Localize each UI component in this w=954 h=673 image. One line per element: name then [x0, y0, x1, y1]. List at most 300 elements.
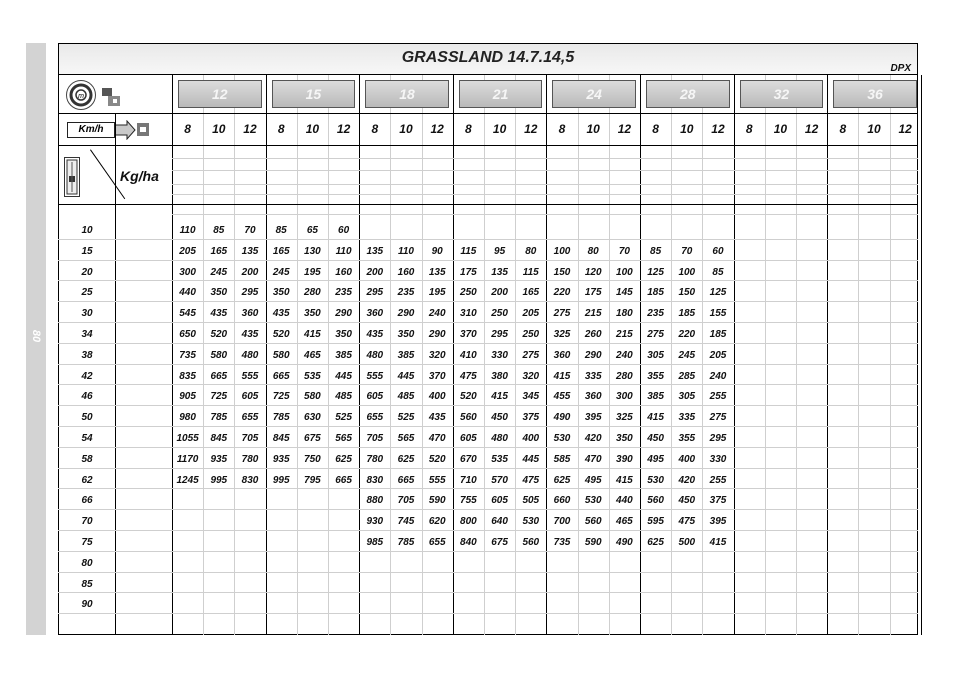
svg-text:m: m — [78, 93, 84, 100]
table-cell: 580 — [304, 391, 321, 403]
table-cell: 325 — [553, 329, 571, 340]
table-cell: 390 — [616, 453, 633, 465]
group-header-28: 28 — [646, 80, 730, 108]
speed-header: 10 — [305, 122, 320, 136]
table-cell: 880 — [366, 495, 384, 507]
speed-header: 8 — [277, 122, 285, 136]
table-cell: 800 — [460, 516, 477, 528]
table-cell: 360 — [241, 308, 259, 320]
table-cell: 165 — [522, 287, 540, 299]
row-divider — [172, 184, 918, 185]
table-cell: 505 — [522, 495, 540, 507]
table-cell: 295 — [366, 287, 384, 299]
table-cell: 275 — [709, 412, 727, 424]
table-cell: 420 — [678, 474, 696, 486]
group-header-12: 12 — [178, 80, 262, 108]
table-cell: 95 — [494, 245, 506, 257]
table-cell: 735 — [553, 537, 571, 548]
table-cell: 435 — [366, 329, 384, 340]
table-cell: 420 — [584, 433, 602, 444]
table-cell: 445 — [335, 370, 352, 382]
table-cell: 260 — [584, 329, 602, 340]
table-cell: 465 — [616, 516, 633, 528]
table-cell: 625 — [397, 453, 415, 465]
speed-header: 10 — [773, 122, 788, 136]
table-cell: 630 — [304, 412, 321, 424]
table-cell: 440 — [179, 287, 196, 299]
table-cell: 435 — [272, 308, 290, 320]
table-cell: 80 — [525, 245, 537, 257]
table-cell: 935 — [210, 453, 228, 465]
table-cell: 485 — [397, 391, 415, 403]
speed-header: 8 — [184, 122, 191, 136]
table-cell: 905 — [179, 391, 196, 403]
table-cell: 700 — [553, 516, 571, 528]
table-cell: 145 — [616, 287, 633, 299]
table-cell: 475 — [522, 474, 540, 486]
table-cell: 335 — [584, 370, 602, 382]
speed-header: 12 — [898, 122, 912, 136]
table-cell: 415 — [304, 329, 321, 340]
table-cell: 160 — [397, 266, 415, 278]
table-cell: 295 — [709, 433, 727, 444]
row-label-38: 38 — [81, 349, 93, 361]
table-cell: 480 — [491, 433, 508, 444]
speed-header: 12 — [711, 122, 725, 136]
table-cell: 435 — [210, 308, 228, 320]
table-cell: 595 — [647, 516, 664, 528]
table-cell: 100 — [616, 266, 633, 278]
table-cell: 525 — [335, 412, 352, 424]
table-cell: 500 — [678, 537, 696, 548]
table-cell: 580 — [210, 349, 228, 361]
table-cell: 415 — [647, 412, 664, 424]
table-cell: 380 — [491, 370, 508, 382]
table-cell: 435 — [428, 412, 446, 424]
table-cell: 705 — [397, 495, 415, 507]
table-cell: 560 — [522, 537, 540, 548]
table-cell: 85 — [275, 225, 287, 236]
table-cell: 585 — [553, 453, 571, 465]
row-label-20: 20 — [81, 266, 93, 278]
table-cell: 445 — [522, 453, 540, 465]
table-cell: 275 — [522, 349, 540, 361]
speed-header: 8 — [652, 122, 659, 136]
table-cell: 285 — [678, 370, 696, 382]
table-cell: 475 — [460, 370, 477, 382]
table-cell: 780 — [366, 453, 384, 465]
table-cell: 200 — [491, 287, 508, 299]
table-cell: 115 — [522, 266, 539, 278]
table-cell: 1170 — [176, 453, 199, 465]
rate-unit-label: Kg/ha — [120, 168, 159, 184]
table-cell: 785 — [210, 412, 228, 424]
table-cell: 755 — [460, 495, 477, 507]
table-cell: 490 — [553, 412, 571, 424]
table-cell: 710 — [460, 474, 477, 486]
table-cell: 535 — [491, 453, 508, 465]
table-cell: 290 — [397, 308, 415, 320]
row-label-42: 42 — [81, 370, 93, 382]
table-cell: 400 — [678, 453, 696, 465]
table-cell: 240 — [616, 349, 633, 361]
table-cell: 480 — [241, 349, 259, 361]
table-cell: 605 — [241, 391, 259, 403]
table-cell: 450 — [678, 495, 696, 507]
speed-header: 10 — [399, 122, 413, 136]
table-cell: 135 — [491, 266, 508, 278]
table-cell: 345 — [522, 391, 540, 403]
row-label-85: 85 — [81, 578, 93, 590]
table-cell: 375 — [522, 412, 540, 424]
speed-header: 12 — [617, 122, 632, 136]
table-cell: 295 — [491, 329, 508, 340]
table-cell: 85 — [712, 266, 724, 278]
table-cell: 520 — [210, 329, 228, 340]
table-cell: 555 — [428, 474, 446, 486]
table-cell: 115 — [460, 245, 477, 257]
row-label-70: 70 — [81, 516, 93, 528]
table-cell: 845 — [272, 433, 290, 444]
row-divider — [172, 214, 918, 215]
table-cell: 455 — [553, 391, 571, 403]
table-cell: 570 — [491, 474, 508, 486]
table-cell: 70 — [681, 245, 693, 257]
table-cell: 205 — [709, 349, 727, 361]
table-cell: 360 — [553, 349, 571, 361]
table-cell: 325 — [616, 412, 633, 424]
table-cell: 350 — [397, 329, 415, 340]
table-cell: 410 — [460, 349, 477, 361]
table-cell: 255 — [709, 391, 727, 403]
table-cell: 100 — [678, 266, 696, 278]
table-cell: 530 — [522, 516, 540, 528]
table-cell: 485 — [335, 391, 352, 403]
table-cell: 290 — [584, 349, 602, 361]
table-cell: 350 — [210, 287, 228, 299]
table-cell: 320 — [522, 370, 540, 382]
table-cell: 590 — [584, 537, 602, 548]
settings-gear-icon — [66, 80, 96, 110]
table-cell: 375 — [709, 495, 727, 507]
table-cell: 450 — [491, 412, 508, 424]
table-cell: 250 — [491, 308, 508, 320]
table-cell: 620 — [428, 516, 446, 528]
table-cell: 625 — [647, 537, 664, 548]
table-cell: 490 — [616, 537, 633, 548]
table-cell: 280 — [616, 370, 633, 382]
table-cell: 535 — [304, 370, 321, 382]
table-cell: 845 — [210, 433, 228, 444]
table-cell: 475 — [678, 516, 696, 528]
table-cell: 220 — [553, 287, 571, 299]
table-cell: 830 — [366, 474, 384, 486]
row-divider — [58, 592, 918, 593]
table-cell: 110 — [335, 245, 352, 257]
table-cell: 165 — [272, 245, 290, 257]
table-cell: 350 — [616, 433, 633, 444]
table-cell: 415 — [616, 474, 633, 486]
table-cell: 745 — [397, 516, 415, 528]
row-divider — [172, 194, 918, 195]
row-label-54: 54 — [81, 433, 93, 444]
table-cell: 560 — [584, 516, 602, 528]
table-cell: 665 — [210, 370, 228, 382]
table-cell: 785 — [272, 412, 290, 424]
table-cell: 305 — [678, 391, 696, 403]
table-cell: 175 — [584, 287, 602, 299]
table-cell: 605 — [460, 433, 477, 444]
table-cell: 125 — [709, 287, 727, 299]
table-cell: 175 — [460, 266, 477, 278]
table-cell: 205 — [179, 245, 196, 257]
speed-unit-label: Km/h — [67, 122, 115, 138]
table-cell: 590 — [428, 495, 446, 507]
table-cell: 650 — [179, 329, 196, 340]
table-cell: 415 — [709, 537, 727, 548]
table-cell: 665 — [272, 370, 290, 382]
speed-header: 10 — [492, 122, 507, 136]
table-cell: 560 — [647, 495, 664, 507]
table-cell: 415 — [553, 370, 571, 382]
table-cell: 400 — [522, 433, 540, 444]
table-cell: 90 — [431, 245, 443, 257]
table-cell: 395 — [584, 412, 602, 424]
speed-header: 10 — [586, 122, 600, 136]
table-cell: 465 — [304, 349, 321, 361]
table-cell: 605 — [491, 495, 508, 507]
table-cell: 310 — [460, 308, 477, 320]
table-cell: 935 — [272, 453, 290, 465]
table-cell: 660 — [553, 495, 571, 507]
table-cell: 330 — [491, 349, 508, 361]
table-cell: 135 — [428, 266, 446, 278]
speed-header: 8 — [745, 122, 753, 136]
group-header-36: 36 — [833, 80, 917, 108]
row-label-62: 62 — [81, 474, 93, 486]
table-cell: 370 — [460, 329, 477, 340]
header-line — [58, 145, 918, 146]
table-cell: 605 — [366, 391, 384, 403]
table-cell: 235 — [335, 287, 352, 299]
table-cell: 655 — [428, 537, 446, 548]
table-cell: 725 — [210, 391, 228, 403]
table-cell: 350 — [304, 308, 321, 320]
table-cell: 785 — [397, 537, 415, 548]
table-cell: 65 — [306, 225, 318, 236]
table-cell: 200 — [366, 266, 384, 278]
table-cell: 565 — [397, 433, 415, 444]
table-cell: 335 — [678, 412, 696, 424]
table-cell: 360 — [366, 308, 384, 320]
row-label-30: 30 — [81, 308, 93, 320]
speed-header: 8 — [839, 122, 847, 136]
speed-header: 12 — [243, 122, 257, 136]
table-cell: 205 — [522, 308, 540, 320]
table-cell: 415 — [491, 391, 508, 403]
row-divider — [58, 572, 918, 573]
table-cell: 185 — [647, 287, 664, 299]
table-cell: 250 — [522, 329, 540, 340]
label-divider — [115, 113, 116, 635]
table-cell: 195 — [304, 266, 321, 278]
speed-header: 10 — [867, 122, 881, 136]
table-cell: 240 — [709, 370, 727, 382]
table-cell: 280 — [304, 287, 321, 299]
table-cell: 555 — [366, 370, 384, 382]
table-cell: 735 — [179, 349, 196, 361]
table-cell: 100 — [553, 245, 571, 257]
table-cell: 395 — [709, 516, 727, 528]
table-cell: 245 — [272, 266, 290, 278]
table-cell: 355 — [647, 370, 664, 382]
table-cell: 290 — [335, 308, 352, 320]
table-cell: 320 — [428, 349, 446, 361]
table-cell: 370 — [428, 370, 446, 382]
table-cell: 185 — [678, 308, 696, 320]
table-cell: 220 — [678, 329, 696, 340]
table-cell: 215 — [616, 329, 633, 340]
table-cell: 80 — [587, 245, 599, 257]
table-cell: 385 — [397, 349, 415, 361]
table-cell: 495 — [647, 453, 664, 465]
table-cell: 255 — [709, 474, 727, 486]
page-title: GRASSLAND 14.7.14,5 — [401, 49, 575, 66]
table-cell: 110 — [398, 245, 414, 257]
table-cell: 85 — [650, 245, 662, 257]
table-cell: 655 — [366, 412, 384, 424]
table-cell: 290 — [428, 329, 446, 340]
table-cell: 360 — [584, 391, 602, 403]
model-label: DPX — [890, 63, 911, 74]
table-cell: 300 — [179, 266, 196, 278]
table-cell: 350 — [335, 329, 352, 340]
table-cell: 625 — [335, 453, 352, 465]
table-cell: 565 — [335, 433, 352, 444]
table-cell: 470 — [428, 433, 446, 444]
table-cell: 60 — [712, 245, 724, 257]
speed-header: 12 — [524, 122, 538, 136]
table-cell: 450 — [647, 433, 664, 444]
table-cell: 160 — [335, 266, 352, 278]
row-divider — [172, 170, 918, 171]
table-cell: 275 — [553, 308, 571, 320]
table-cell: 305 — [647, 349, 664, 361]
table-cell: 675 — [304, 433, 321, 444]
speed-arrow-icon — [115, 120, 151, 140]
table-cell: 930 — [366, 516, 384, 528]
table-cell: 525 — [397, 412, 415, 424]
speed-header: 8 — [558, 122, 566, 136]
table-cell: 665 — [335, 474, 352, 486]
table-cell: 840 — [460, 537, 477, 548]
table-cell: 985 — [366, 537, 384, 548]
table-cell: 520 — [460, 391, 477, 403]
table-cell: 995 — [272, 474, 290, 486]
table-cell: 300 — [616, 391, 633, 403]
table-cell: 1055 — [176, 433, 199, 444]
table-cell: 125 — [647, 266, 664, 278]
table-cell: 435 — [241, 329, 259, 340]
table-cell: 470 — [584, 453, 602, 465]
row-label-46: 46 — [81, 391, 93, 403]
table-cell: 580 — [272, 349, 290, 361]
group-header-21: 21 — [459, 80, 543, 108]
table-cell: 330 — [709, 453, 727, 465]
group-divider — [921, 75, 922, 635]
table-cell: 275 — [647, 329, 664, 340]
table-cell: 150 — [553, 266, 571, 278]
table-cell: 625 — [553, 474, 571, 486]
table-cell: 520 — [272, 329, 290, 340]
table-cell: 215 — [584, 308, 602, 320]
row-label-34: 34 — [81, 329, 93, 340]
table-cell: 250 — [460, 287, 477, 299]
table-cell: 130 — [304, 245, 321, 257]
table-cell: 135 — [366, 245, 384, 257]
table-cell: 980 — [179, 412, 196, 424]
table-cell: 200 — [241, 266, 259, 278]
table-cell: 750 — [304, 453, 321, 465]
table-cell: 235 — [647, 308, 664, 320]
table-cell: 135 — [241, 245, 259, 257]
table-cell: 180 — [616, 308, 633, 320]
table-cell: 165 — [210, 245, 228, 257]
table-cell: 85 — [213, 225, 225, 236]
table-cell: 530 — [584, 495, 602, 507]
speed-header: 8 — [371, 122, 379, 136]
title-band — [58, 43, 918, 75]
rate-gauge-icon — [64, 157, 80, 197]
table-cell: 545 — [179, 308, 196, 320]
row-label-25: 25 — [81, 287, 93, 299]
speed-header: 10 — [212, 122, 226, 136]
row-divider — [58, 613, 918, 614]
table-cell: 665 — [397, 474, 415, 486]
table-cell: 520 — [428, 453, 446, 465]
table-cell: 385 — [335, 349, 352, 361]
table-cell: 830 — [241, 474, 259, 486]
table-cell: 400 — [428, 391, 446, 403]
row-label-66: 66 — [81, 495, 93, 507]
row-label-75: 75 — [81, 537, 93, 548]
table-cell: 60 — [338, 225, 350, 236]
table-cell: 155 — [709, 308, 727, 320]
table-cell: 110 — [179, 225, 196, 236]
table-cell: 445 — [397, 370, 415, 382]
table-cell: 440 — [616, 495, 633, 507]
table-cell: 995 — [210, 474, 228, 486]
row-label-80: 80 — [81, 557, 93, 569]
table-cell: 245 — [678, 349, 696, 361]
header-line — [58, 113, 918, 114]
table-cell: 480 — [366, 349, 384, 361]
header-line — [58, 204, 918, 205]
row-label-15: 15 — [81, 245, 93, 257]
table-cell: 70 — [244, 225, 256, 236]
speed-header: 12 — [336, 122, 351, 136]
table-cell: 705 — [241, 433, 259, 444]
table-cell: 185 — [709, 329, 727, 340]
table-cell: 120 — [584, 266, 602, 278]
table-cell: 195 — [428, 287, 446, 299]
table-cell: 495 — [584, 474, 602, 486]
row-label-58: 58 — [81, 453, 93, 465]
row-label-90: 90 — [81, 599, 93, 611]
table-cell: 795 — [304, 474, 321, 486]
table-cell: 705 — [366, 433, 384, 444]
group-header-32: 32 — [740, 80, 824, 108]
